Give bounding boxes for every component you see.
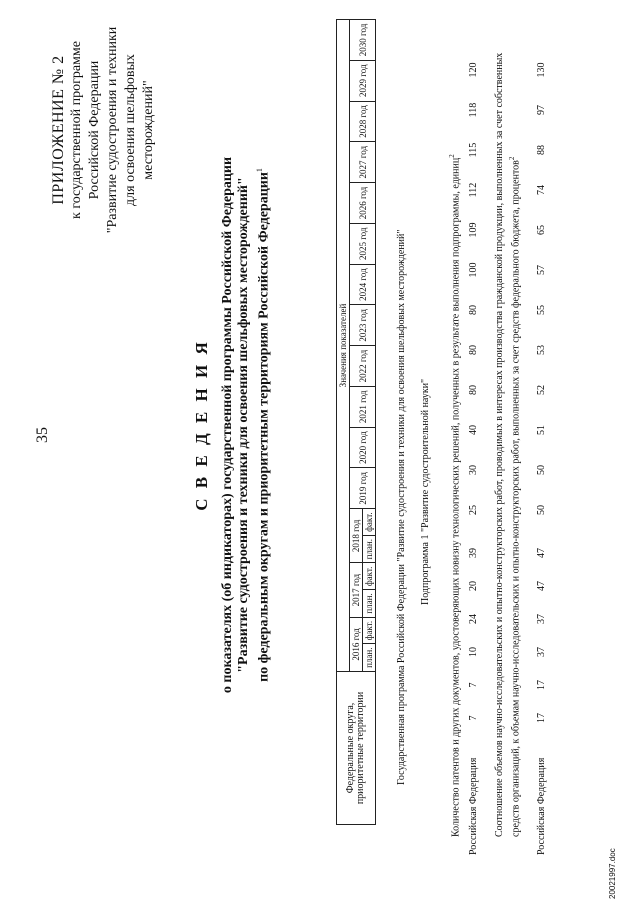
indicator-1-region: Российская Федерация xyxy=(468,757,479,855)
year-head: 2016 год xyxy=(350,617,363,671)
indicator-2-values xyxy=(536,13,550,733)
appendix-block xyxy=(50,25,158,235)
year-head: 2028 год xyxy=(350,101,376,142)
year-head: 2018 год xyxy=(350,509,363,563)
year-head: 2019 год xyxy=(350,468,376,509)
subprogram-line: Подпрограмма 1 "Развитие судостроительной науки" xyxy=(420,378,431,605)
value-cell: 24 xyxy=(468,614,479,624)
fact-head: факт. xyxy=(363,617,376,644)
value-cell: 80 xyxy=(468,345,479,355)
year-head: 2029 год xyxy=(350,60,376,101)
indicator-2-region: Российская Федерация xyxy=(536,757,547,855)
value-cell: 118 xyxy=(468,102,479,118)
appendix-heading: ПРИЛОЖЕНИЕ № 2 xyxy=(50,55,67,205)
value-cell: 17 xyxy=(536,680,547,690)
appendix-line: "Развитие судостроения и техники xyxy=(105,26,120,234)
value-cell: 130 xyxy=(536,62,547,78)
plan-head: план. xyxy=(363,590,376,618)
title-line-2: "Развитие судостроения и техники для освоения шельфовых месторождений" xyxy=(236,177,251,673)
year-head: 2024 год xyxy=(350,264,376,305)
value-cell: 47 xyxy=(536,548,547,558)
title-line-3-text: по федеральным округам и приоритетным территориям Российской Федерации xyxy=(256,172,272,682)
plan-head: план. xyxy=(363,644,376,672)
year-head: 2021 год xyxy=(350,386,376,427)
year-head: 2027 год xyxy=(350,142,376,183)
page-number: 35 xyxy=(34,427,51,443)
values-head: Значения показателей xyxy=(337,20,350,672)
year-head: 2026 год xyxy=(350,183,376,224)
indicator-1-values xyxy=(468,13,482,733)
value-cell: 65 xyxy=(536,225,547,235)
appendix-line: к государственной программе xyxy=(69,41,84,219)
indicator-1-label: Количество патентов и других документов, удостоверяющих новизну технологических решений, полученных в результате выполнения подпрограммы, единиц xyxy=(450,157,462,837)
fact-head: факт. xyxy=(363,563,376,590)
value-cell: 37 xyxy=(536,647,547,657)
year-head: 2022 год xyxy=(350,346,376,387)
value-cell: 109 xyxy=(468,222,479,238)
value-cell: 74 xyxy=(536,185,547,195)
document-title xyxy=(192,145,273,705)
appendix-line: Российской Федерации xyxy=(87,60,102,200)
title-line-1: о показателях (об индикаторах) государственной программы Российской Федерации xyxy=(220,156,235,694)
document-filename: 20021997.doc xyxy=(608,848,617,899)
value-cell: 20 xyxy=(468,581,479,591)
value-cell: 40 xyxy=(468,425,479,435)
program-line: Государственная программа Российской Федерации "Развитие судостроения и техники для освоения шельфовых месторождений" xyxy=(396,229,407,785)
title-footnote-mark: 1 xyxy=(255,168,264,173)
value-cell: 80 xyxy=(468,305,479,315)
year-head: 2017 год xyxy=(350,563,363,617)
value-cell: 115 xyxy=(468,142,479,158)
value-cell: 51 xyxy=(536,425,547,435)
year-head: 2023 год xyxy=(350,305,376,346)
value-cell: 7 xyxy=(468,682,479,688)
value-cell: 55 xyxy=(536,305,547,315)
plan-head: план. xyxy=(363,535,376,563)
value-cell: 50 xyxy=(536,505,547,515)
value-cell: 53 xyxy=(536,345,547,355)
value-cell: 7 xyxy=(468,715,479,721)
appendix-line: для освоения шельфовых месторождений" xyxy=(123,54,156,206)
indicator-1-footnote: 2 xyxy=(448,154,456,158)
indicator-2-footnote: 2 xyxy=(508,156,516,161)
value-cell: 25 xyxy=(468,505,479,515)
indicator-2-label: Соотношение объемов научно-исследовательских и опытно-конструкторских работ, проводимых в интересах производства гражданской продукции, выполненных за счет собственных средств организаций, к объемам научно-исследовательских и опытно-конструкторских работ, выполненных за счет средств федерального бюджета, процентов xyxy=(494,52,522,837)
value-cell: 17 xyxy=(536,713,547,723)
year-head: 2030 год xyxy=(350,20,376,61)
title-line-3 xyxy=(252,145,273,705)
title-heading: С В Е Д Е Н И Я xyxy=(192,339,211,511)
value-cell: 10 xyxy=(468,647,479,657)
value-cell: 30 xyxy=(468,465,479,475)
value-cell: 57 xyxy=(536,265,547,275)
value-cell: 97 xyxy=(536,105,547,115)
value-cell: 37 xyxy=(536,614,547,624)
value-cell: 112 xyxy=(468,182,479,198)
value-cell: 88 xyxy=(536,145,547,155)
value-cell: 50 xyxy=(536,465,547,475)
indicator-2-text xyxy=(494,45,522,837)
year-head: 2020 год xyxy=(350,427,376,468)
value-cell: 47 xyxy=(536,581,547,591)
value-cell: 120 xyxy=(468,62,479,78)
value-cell: 52 xyxy=(536,385,547,395)
indicator-1-text xyxy=(446,77,462,837)
fact-head: факт. xyxy=(363,509,376,536)
col-head-districts: Федеральные округа, приоритетные территории xyxy=(337,672,376,825)
indicator-table-header xyxy=(336,19,376,825)
value-cell: 39 xyxy=(468,548,479,558)
value-cell: 80 xyxy=(468,385,479,395)
year-head: 2025 год xyxy=(350,223,376,264)
value-cell: 100 xyxy=(468,262,479,278)
